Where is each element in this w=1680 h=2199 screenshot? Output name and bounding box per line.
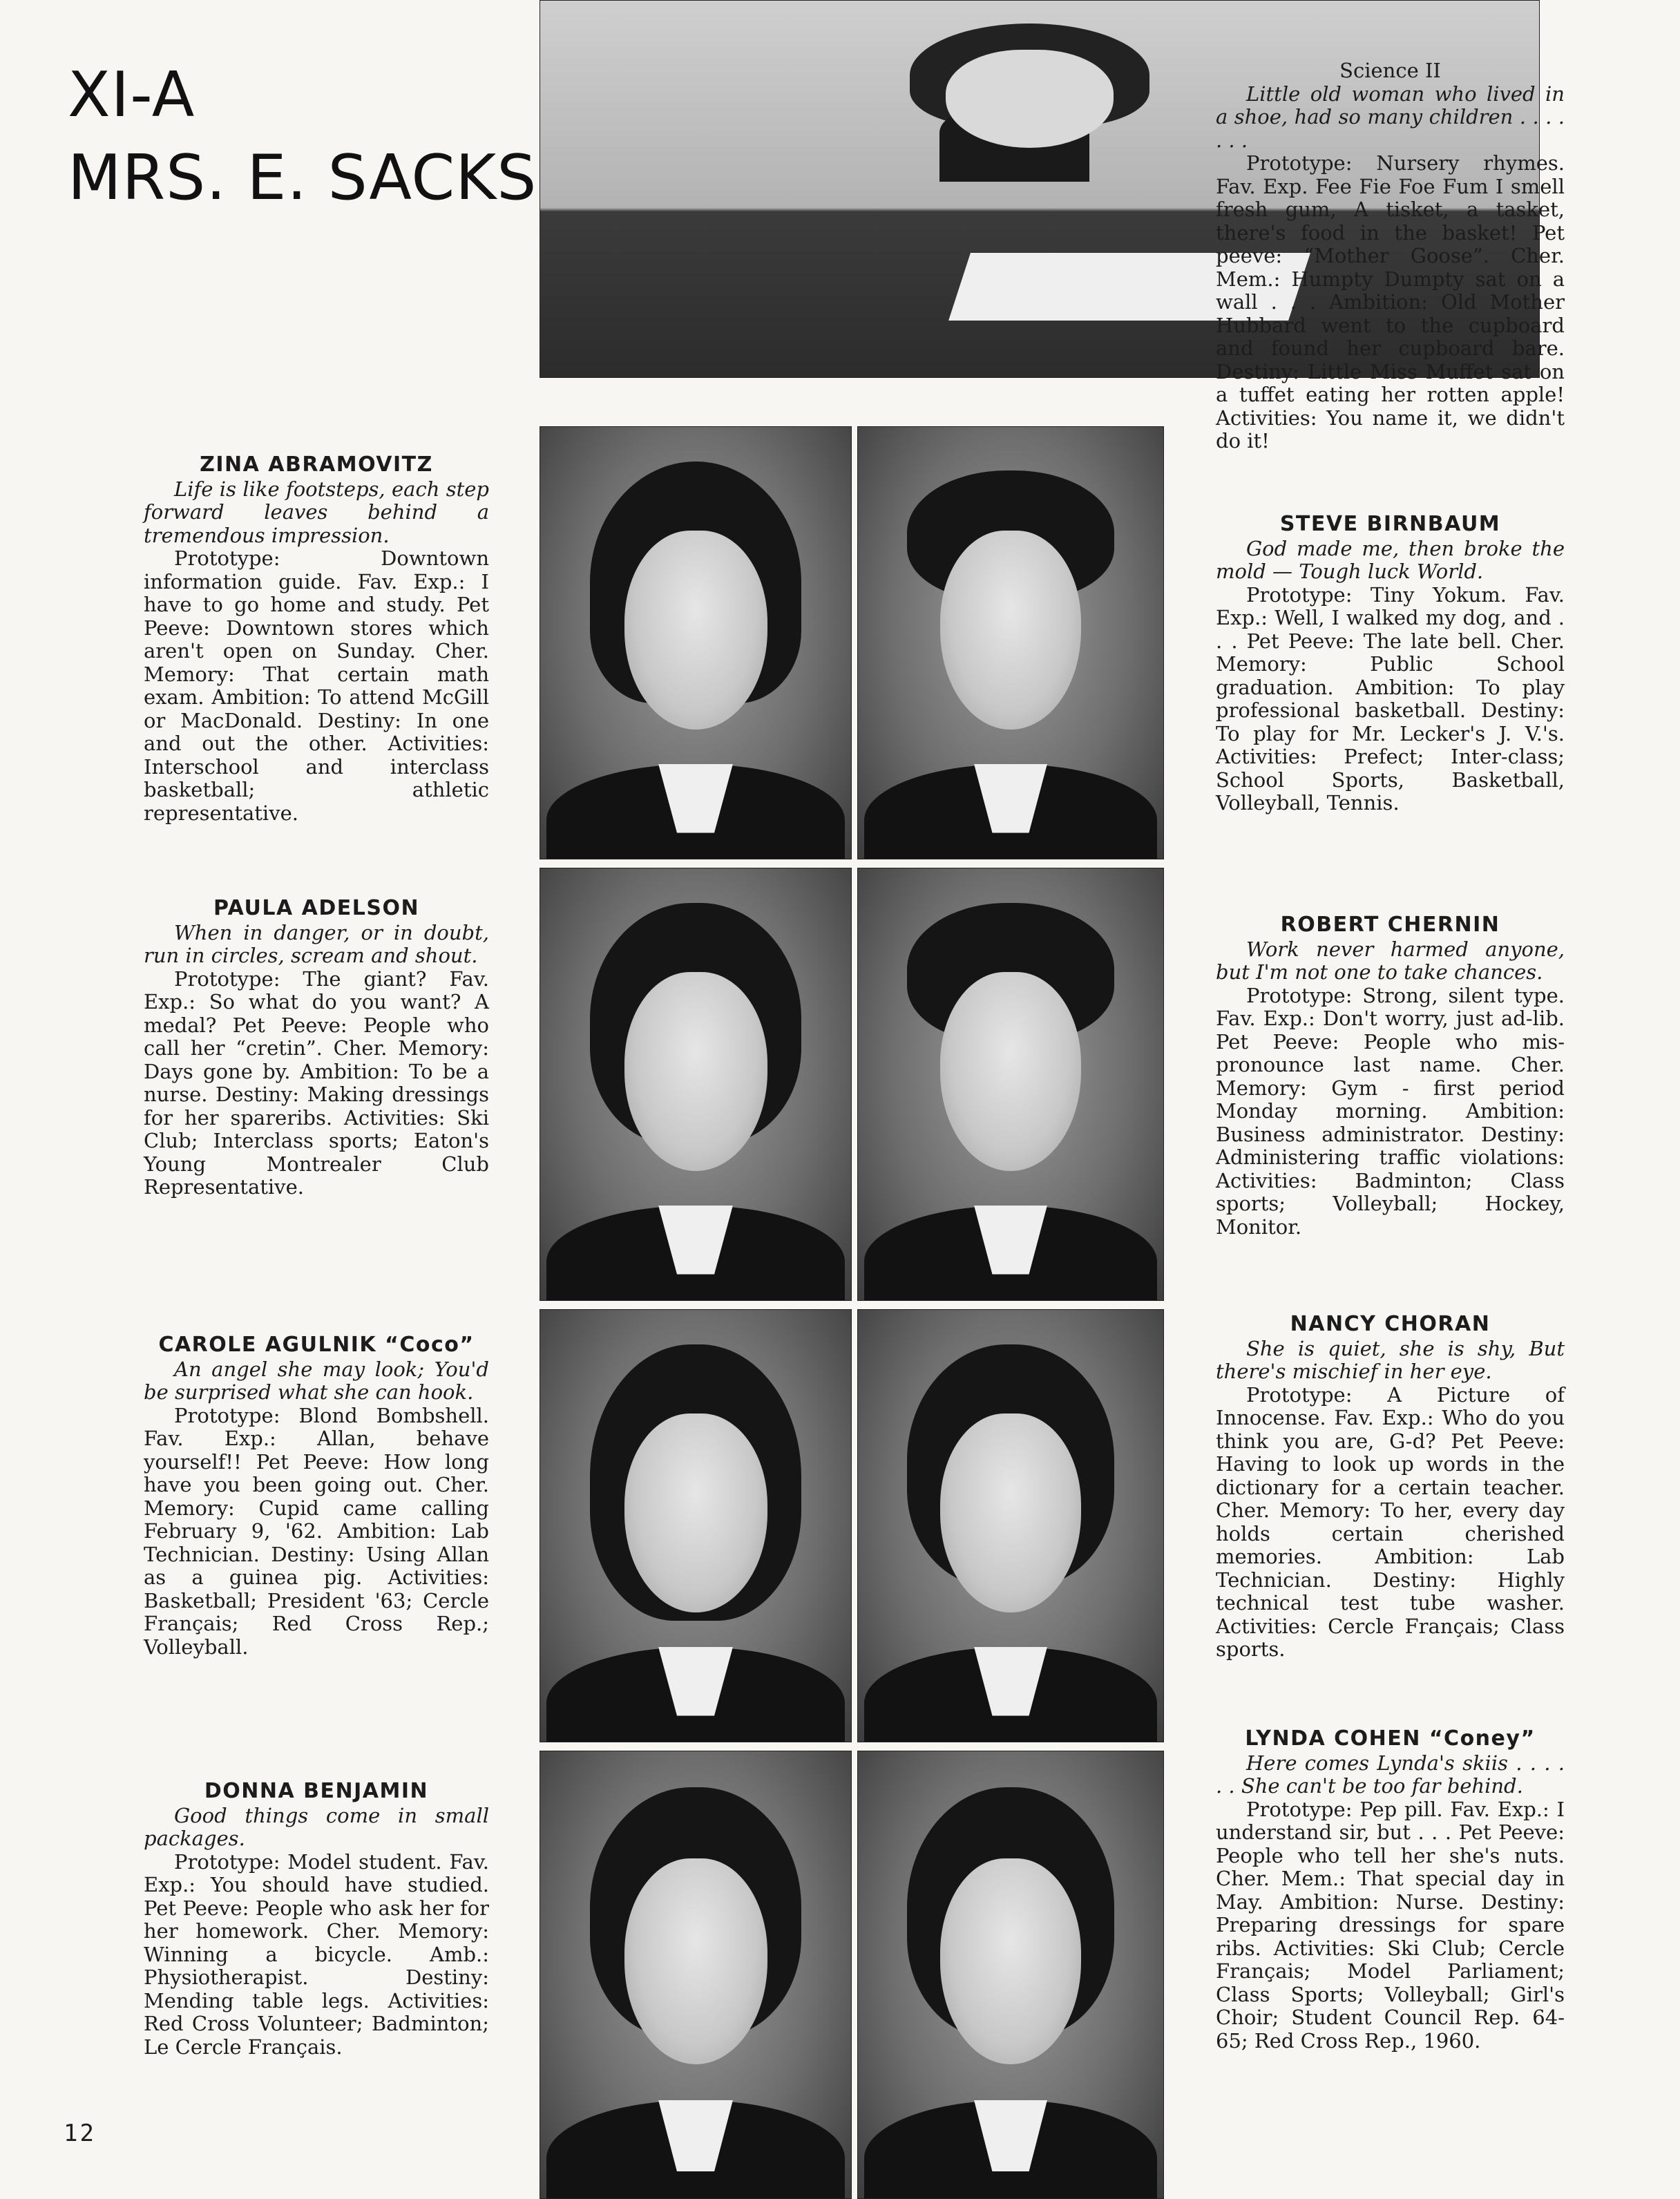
student-bio	[1216, 1313, 1565, 1662]
student-quote: God made me, then broke the mold — Tough luck World.	[1216, 536, 1565, 583]
student-photo	[540, 1309, 852, 1742]
student-photo	[857, 868, 1164, 1301]
student-quote: Good things come in small packages.	[144, 1803, 489, 1850]
student-name: NANCY CHORAN	[1290, 1312, 1491, 1336]
student-bio	[1216, 513, 1565, 815]
student-quote: When in danger, or in doubt, run in circles, scream and shout.	[144, 920, 489, 967]
student-name: ROBERT CHERNIN	[1280, 913, 1500, 937]
student-bio-text: Prototype: The giant? Fav. Exp.: So what do you want? A medal? Pet Peeve: People who call her “cretin”. Cher. Memory: Days gone by. Ambition: To be a nurse. Destiny: Making dressings for her spareribs. Activities: Ski Club; Interclass sports; Eaton's Young Montrealer Club Representative.	[144, 967, 489, 1199]
student-bio	[144, 897, 489, 1199]
student-name: PAULA ADELSON	[213, 896, 420, 920]
student-name: ZINA ABRAMOVITZ	[200, 453, 433, 477]
student-bio	[144, 1780, 489, 2059]
student-bio-text: Prototype: Pep pill. Fav. Exp.: I understand sir, but . . . Pet Peeve: People who tell her she's nuts. Cher. Mem.: That special day in May. Ambition: Nurse. Destiny: Preparing dressings for spare ribs. Activities: Ski Club; Cercle Français; Model Parliament; Class Sports; Volleyball; Girl's Choir; Student Council Rep. 64-65; Red Cross Rep., 1960.	[1216, 1797, 1565, 2053]
page-title	[68, 54, 537, 220]
teacher-bio-text: Prototype: Nursery rhymes. Fav. Exp. Fee Fie Foe Fum I smell fresh gum, A tisket, a tasket, there's food in the basket! Pet peeve: “Mother Goose”. Cher. Mem.: Humpty Dumpty sat on a wall . . . Ambition: Old Mother Hubbard went to the cupboard and found her cupboard bare. Destiny: Little Miss Muffet sat on a tuffet eating her rotten apple! Activities: You name it, we didn't do it!	[1216, 151, 1565, 453]
student-bio	[144, 453, 489, 825]
student-bio	[1216, 913, 1565, 1239]
student-quote: Here comes Lynda's skiis . . . . . . She can't be too far behind.	[1216, 1751, 1565, 1798]
student-bio-text: Prototype: A Picture of Innocense. Fav. Exp.: Who do you think you are, G-d? Pet Peeve: Having to look up words in the dictionary for a certain teacher. Cher. Memory: To her, every day holds certain cherished memories. Ambition: Lab Technician. Destiny: Highly technical test tube washer. Activities: Cercle Français; Class sports.	[1216, 1382, 1565, 1661]
student-photo	[857, 1751, 1164, 2199]
student-bio	[1216, 1727, 1565, 2053]
student-photo	[540, 426, 852, 859]
student-bio-text: Prototype: Tiny Yokum. Fav. Exp.: Well, I walked my dog, and . . . Pet Peeve: The late bell. Cher. Memory: Public School graduation. Ambition: To play professional basketball. Destiny: To play for Mr. Lecker's J. V.'s. Activities: Prefect; Inter-class; School Sports, Basketball, Volleyball, Tennis.	[1216, 582, 1565, 815]
student-quote: Life is like footsteps, each step forward leaves behind a tremendous impression.	[144, 477, 489, 547]
page-number: 12	[64, 2120, 96, 2147]
student-quote: An angel she may look; You'd be surprised what she can hook.	[144, 1357, 489, 1404]
teacher-bio	[1216, 59, 1565, 453]
student-bio-text: Prototype: Blond Bombshell. Fav. Exp.: Allan, behave yourself!! Pet Peeve: How long have you been going out. Cher. Memory: Cupid came calling February 9, '62. Ambition: Lab Technician. Destiny: Using Allan as a guinea pig. Activities: Basketball; President '63; Cercle Français; Red Cross Rep.; Volleyball.	[144, 1403, 489, 1659]
student-photo	[857, 426, 1164, 859]
student-name: CAROLE AGULNIK “Coco”	[158, 1333, 475, 1357]
student-quote: Work never harmed anyone, but I'm not one to take chances.	[1216, 937, 1565, 984]
teacher-subject: Science II	[1339, 59, 1441, 82]
student-bio-text: Prototype: Downtown information guide. Fav. Exp.: I have to go home and study. Pet Peeve: Downtown stores which aren't open on Sunday. Cher. Memory: That certain math exam. Ambition: To attend McGill or MacDonald. Destiny: In one and out the other. Activities: Interschool and interclass basketball; athletic representative.	[144, 546, 489, 825]
student-name: LYNDA COHEN “Coney”	[1245, 1726, 1536, 1751]
student-name: DONNA BENJAMIN	[204, 1779, 429, 1803]
teacher-name: MRS. E. SACKS	[68, 142, 537, 214]
student-bio	[144, 1333, 489, 1659]
student-photo	[857, 1309, 1164, 1742]
student-photo	[540, 868, 852, 1301]
student-bio-text: Prototype: Strong, silent type. Fav. Exp.: Don't worry, just ad-lib. Pet Peeve: People who mis-pronounce last name. Cher. Memory: Gym - first period Monday morning. Ambition: Business administrator. Destiny: Administering traffic violations: Activities: Badminton; Class sports; Volleyball; Hockey, Monitor.	[1216, 983, 1565, 1239]
student-bio-text: Prototype: Model student. Fav. Exp.: You should have studied. Pet Peeve: People who ask her for her homework. Cher. Memory: Winning a bicycle. Amb.: Physiotherapist. Destiny: Mending table legs. Activities: Red Cross Volunteer; Badminton; Le Cercle Français.	[144, 1849, 489, 2059]
student-quote: She is quiet, she is shy, But there's mischief in her eye.	[1216, 1336, 1565, 1383]
class-name: XI-A	[68, 59, 195, 131]
teacher-quote: Little old woman who lived in a shoe, had so many children . . . . . . .	[1216, 82, 1565, 152]
student-name: STEVE BIRNBAUM	[1279, 512, 1501, 536]
student-photo	[540, 1751, 852, 2199]
